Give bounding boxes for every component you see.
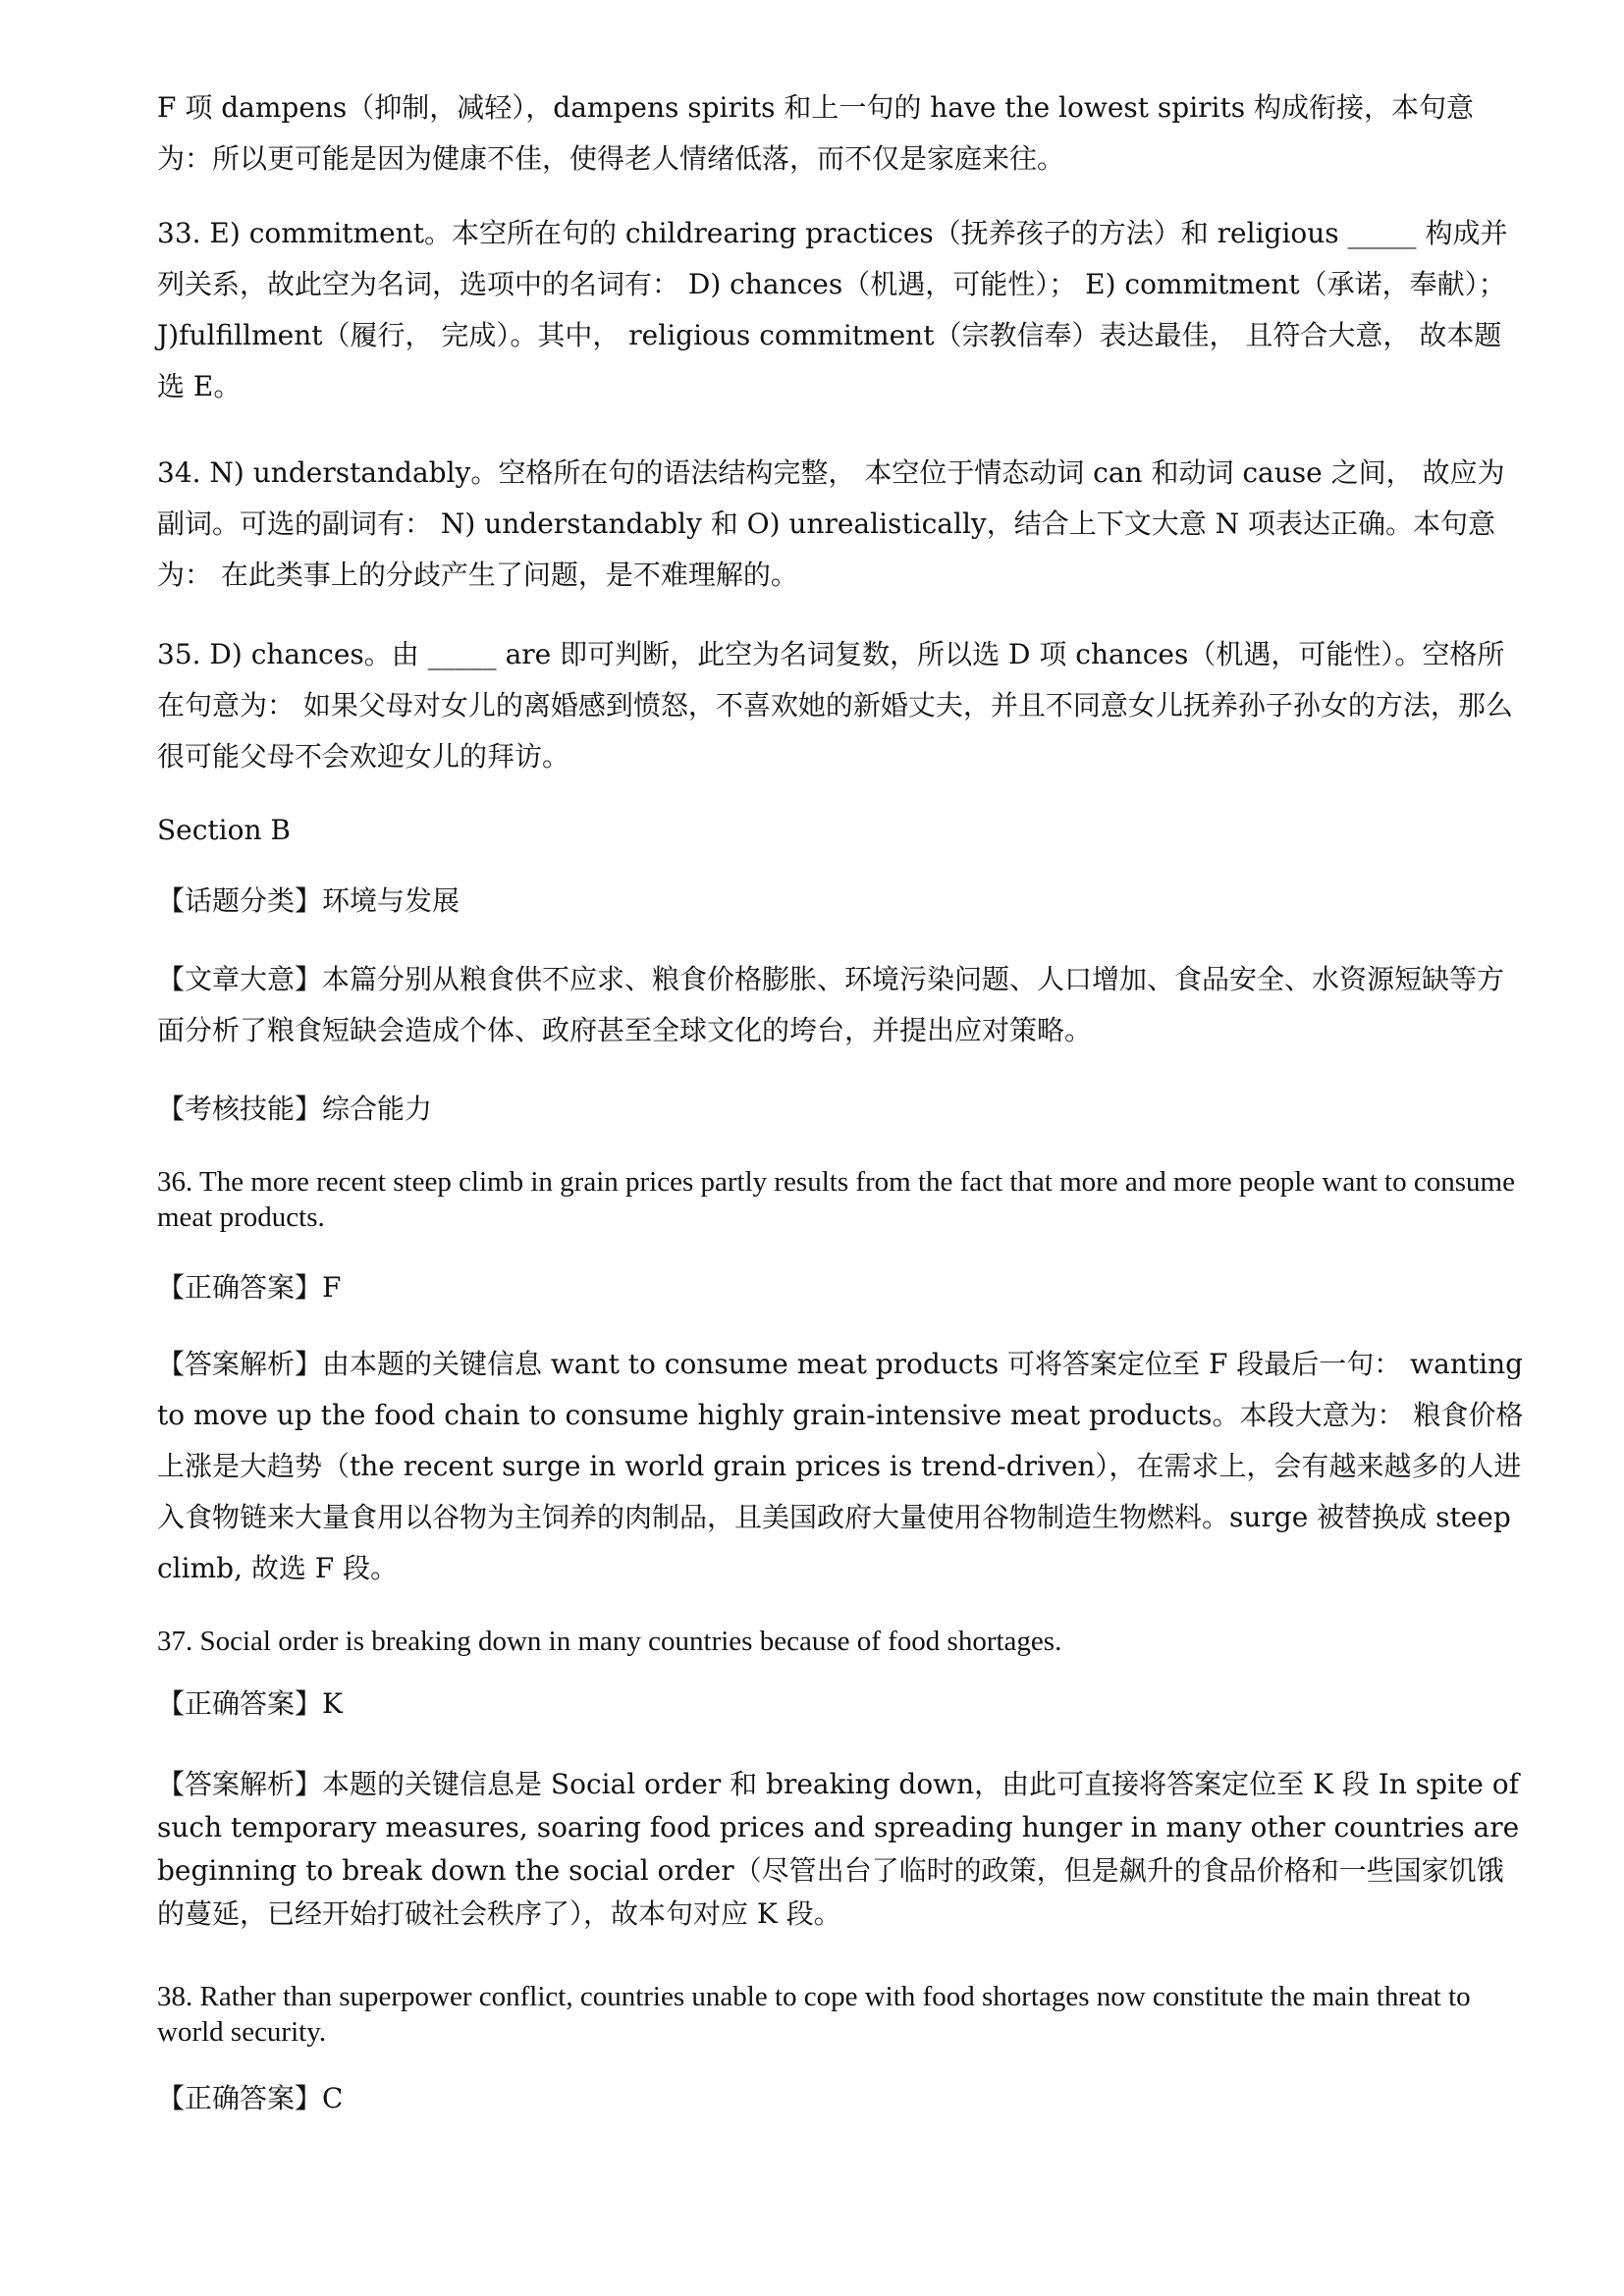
section-heading: Section B (157, 814, 292, 846)
question-36: 36. The more recent steep climb in grain prices partly results from the fact that more and more people want to consume meat products. (157, 1166, 1515, 1233)
correct-answer-38: 【正确答案】C (157, 2082, 344, 2114)
article-summary: 【文章大意】本篇分别从粮食供不应求、粮食价格膨胀、环境污染问题、人口增加、食品安全、水资源短缺等方面分析了粮食短缺会造成个体、政府甚至全球文化的垮台，并提出应对策略。 (157, 963, 1505, 1046)
paragraph-answer-33: 33. E) commitment。本空所在句的 childrearing practices（抚养孩子的方法）和 religious _____ 构成并列关系，故此空为名词，选项中的名词有： D) chances（机遇，可能性）； E) commitment（承诺，奉献）； J)fulfillment（履行， 完成）。其中， religious commitment（宗教信奉）表达最佳， 且符合大意， 故本题选 E。 (157, 217, 1508, 402)
answer-analysis-36: 【答案解析】由本题的关键信息 want to consume meat products 可将答案定位至 F 段最后一句： wanting to move up the food chain to consume highly grain-intensive meat products。本段大意为： 粮食价格上涨是大趋势（the recent surge in world grain prices is trend-driven），在需求上，会有越来越多的人进入食物链来大量食用以谷物为主饲养的肉制品，且美国政府大量使用谷物制造生物燃料。surge 被替换成 steep climb, 故选 F 段。 (157, 1348, 1524, 1584)
correct-answer-37: 【正确答案】K (157, 1687, 343, 1720)
paragraph-answer-35: 35. D) chances。由 _____ are 即可判断，此空为名词复数，所以选 D 项 chances（机遇，可能性）。空格所在句意为： 如果父母对女儿的离婚感到愤怒，不喜欢她的新婚丈夫，并且不同意女儿抚养孙子孙女的方法，那么很可能父母不会欢迎女儿的拜访。 (157, 638, 1513, 773)
paragraph-option-f-explanation: F 项 dampens（抑制，减轻），dampens spirits 和上一句的 have the lowest spirits 构成衔接，本句意为：所以更可能是因为健康不佳，使得老人情绪低落，而不仅是家庭来往。 (157, 91, 1475, 175)
question-37: 37. Social order is breaking down in many countries because of food shortages. (157, 1626, 1062, 1657)
answer-analysis-37: 【答案解析】本题的关键信息是 Social order 和 breaking down，由此可直接将答案定位至 K 段 In spite of such temporary measures, soaring food prices and spreading hunger in many other countries are beginning to break down the social order（尽管出台了临时的政策，但是飙升的食品价格和一些国家饥饿的蔓延，已经开始打破社会秩序了），故本句对应 K 段。 (157, 1768, 1520, 1930)
topic-category: 【话题分类】环境与发展 (157, 884, 460, 917)
paragraph-answer-34: 34. N) understandably。空格所在句的语法结构完整， 本空位于情态动词 can 和动词 cause 之间， 故应为副词。可选的副词有： N) understandably 和 O) unrealistically，结合上下文大意 N 项表达正确。本句意为： 在此类事上的分歧产生了问题，是不难理解的。 (157, 456, 1505, 591)
question-38: 38. Rather than superpower conflict, countries unable to cope with food shortages now constitute the main threat to world security. (157, 1981, 1471, 2048)
correct-answer-36: 【正确答案】F (157, 1271, 342, 1304)
skill-tested: 【考核技能】综合能力 (157, 1093, 433, 1125)
